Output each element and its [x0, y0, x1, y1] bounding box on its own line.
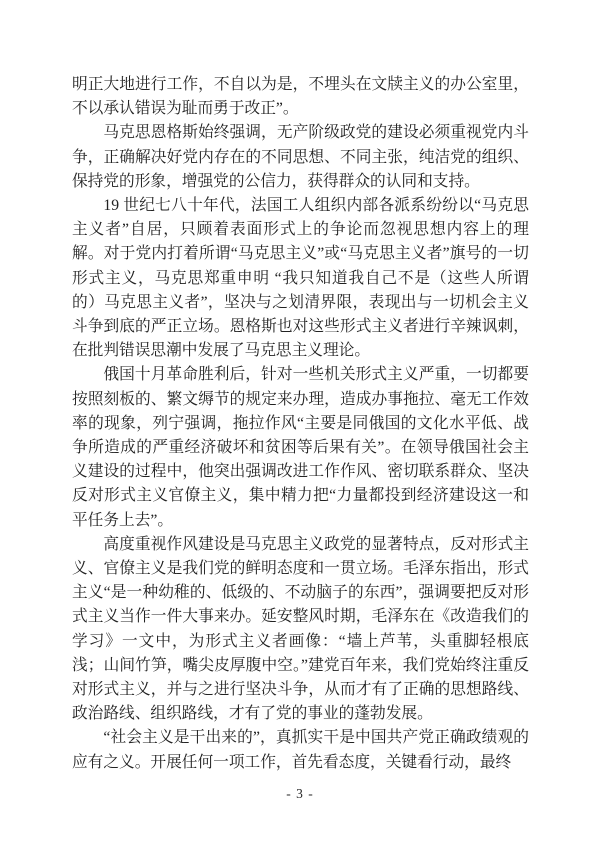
page-number: - 3 - — [286, 786, 314, 801]
paragraph: 俄国十月革命胜利后，针对一些机关形式主义严重，一切都要按照刻板的、繁文缛节的规定来办理，造成办事拖拉、毫无工作效率的现象，列宁强调，拖拉作风“主要是同俄国的文化水平低、战争所造成的严重经济破坏和贫困等后果有关”。在领导俄国社会主义建设的过程中，他突出强调改进工作作风、密切联系群众、坚决反对形式主义官僚主义，集中精力把“力量都投到经济建设这一和平任务上去”。 — [72, 366, 529, 529]
paragraph-continuation: 明正大地进行工作，不自以为是，不埋头在文牍主义的办公室里，不以承认错误为耻而勇于改正”。 — [72, 76, 529, 118]
paragraph: 高度重视作风建设是马克思主义政党的显著特点，反对形式主义、官僚主义是我们党的鲜明态度和一贯立场。毛泽东指出，形式主义“是一种幼稚的、低级的、不动脑子的东西”，强调要把反对形式主义当作一件大事来办。延安整风时期，毛泽东在《改造我们的学习》一文中，为形式主义者画像：“墙上芦苇，头重脚轻根底浅；山间竹笋，嘴尖皮厚腹中空。”建党百年来，我们党始终注重反对形式主义，并与之进行坚决斗争，从而才有了正确的思想路线、政治路线、组织路线，才有了党的事业的蓬勃发展。 — [72, 535, 529, 723]
paragraph: 19 世纪七八十年代，法国工人组织内部各派系纷纷以“马克思主义者”自居，只顾着表面形式上的争论而忽视思想内容上的理解。对于党内打着所谓“马克思主义”或“马克思主义者”旗号的一切形式主义，马克思郑重申明 “我只知道我自己不是（这些人所谓的）马克思主义者”，坚决与之划清界限，表现出与一切机会主义斗争到底的严正立场。恩格斯也对这些形式主义者进行辛辣讽刺，在批判错误思潮中发展了马克思主义理论。 — [72, 197, 529, 360]
paragraph: 马克思恩格斯始终强调，无产阶级政党的建设必须重视党内斗争，正确解决好党内存在的不同思想、不同主张，纯洁党的组织、保持党的形象，增强党的公信力，获得群众的认同和支持。 — [72, 124, 529, 190]
document-body — [72, 73, 529, 775]
paragraph: “社会主义是干出来的”，真抓实干是中国共产党正确政绩观的应有之义。开展任何一项工作，首先看态度，关键看行动，最终 — [72, 729, 529, 771]
